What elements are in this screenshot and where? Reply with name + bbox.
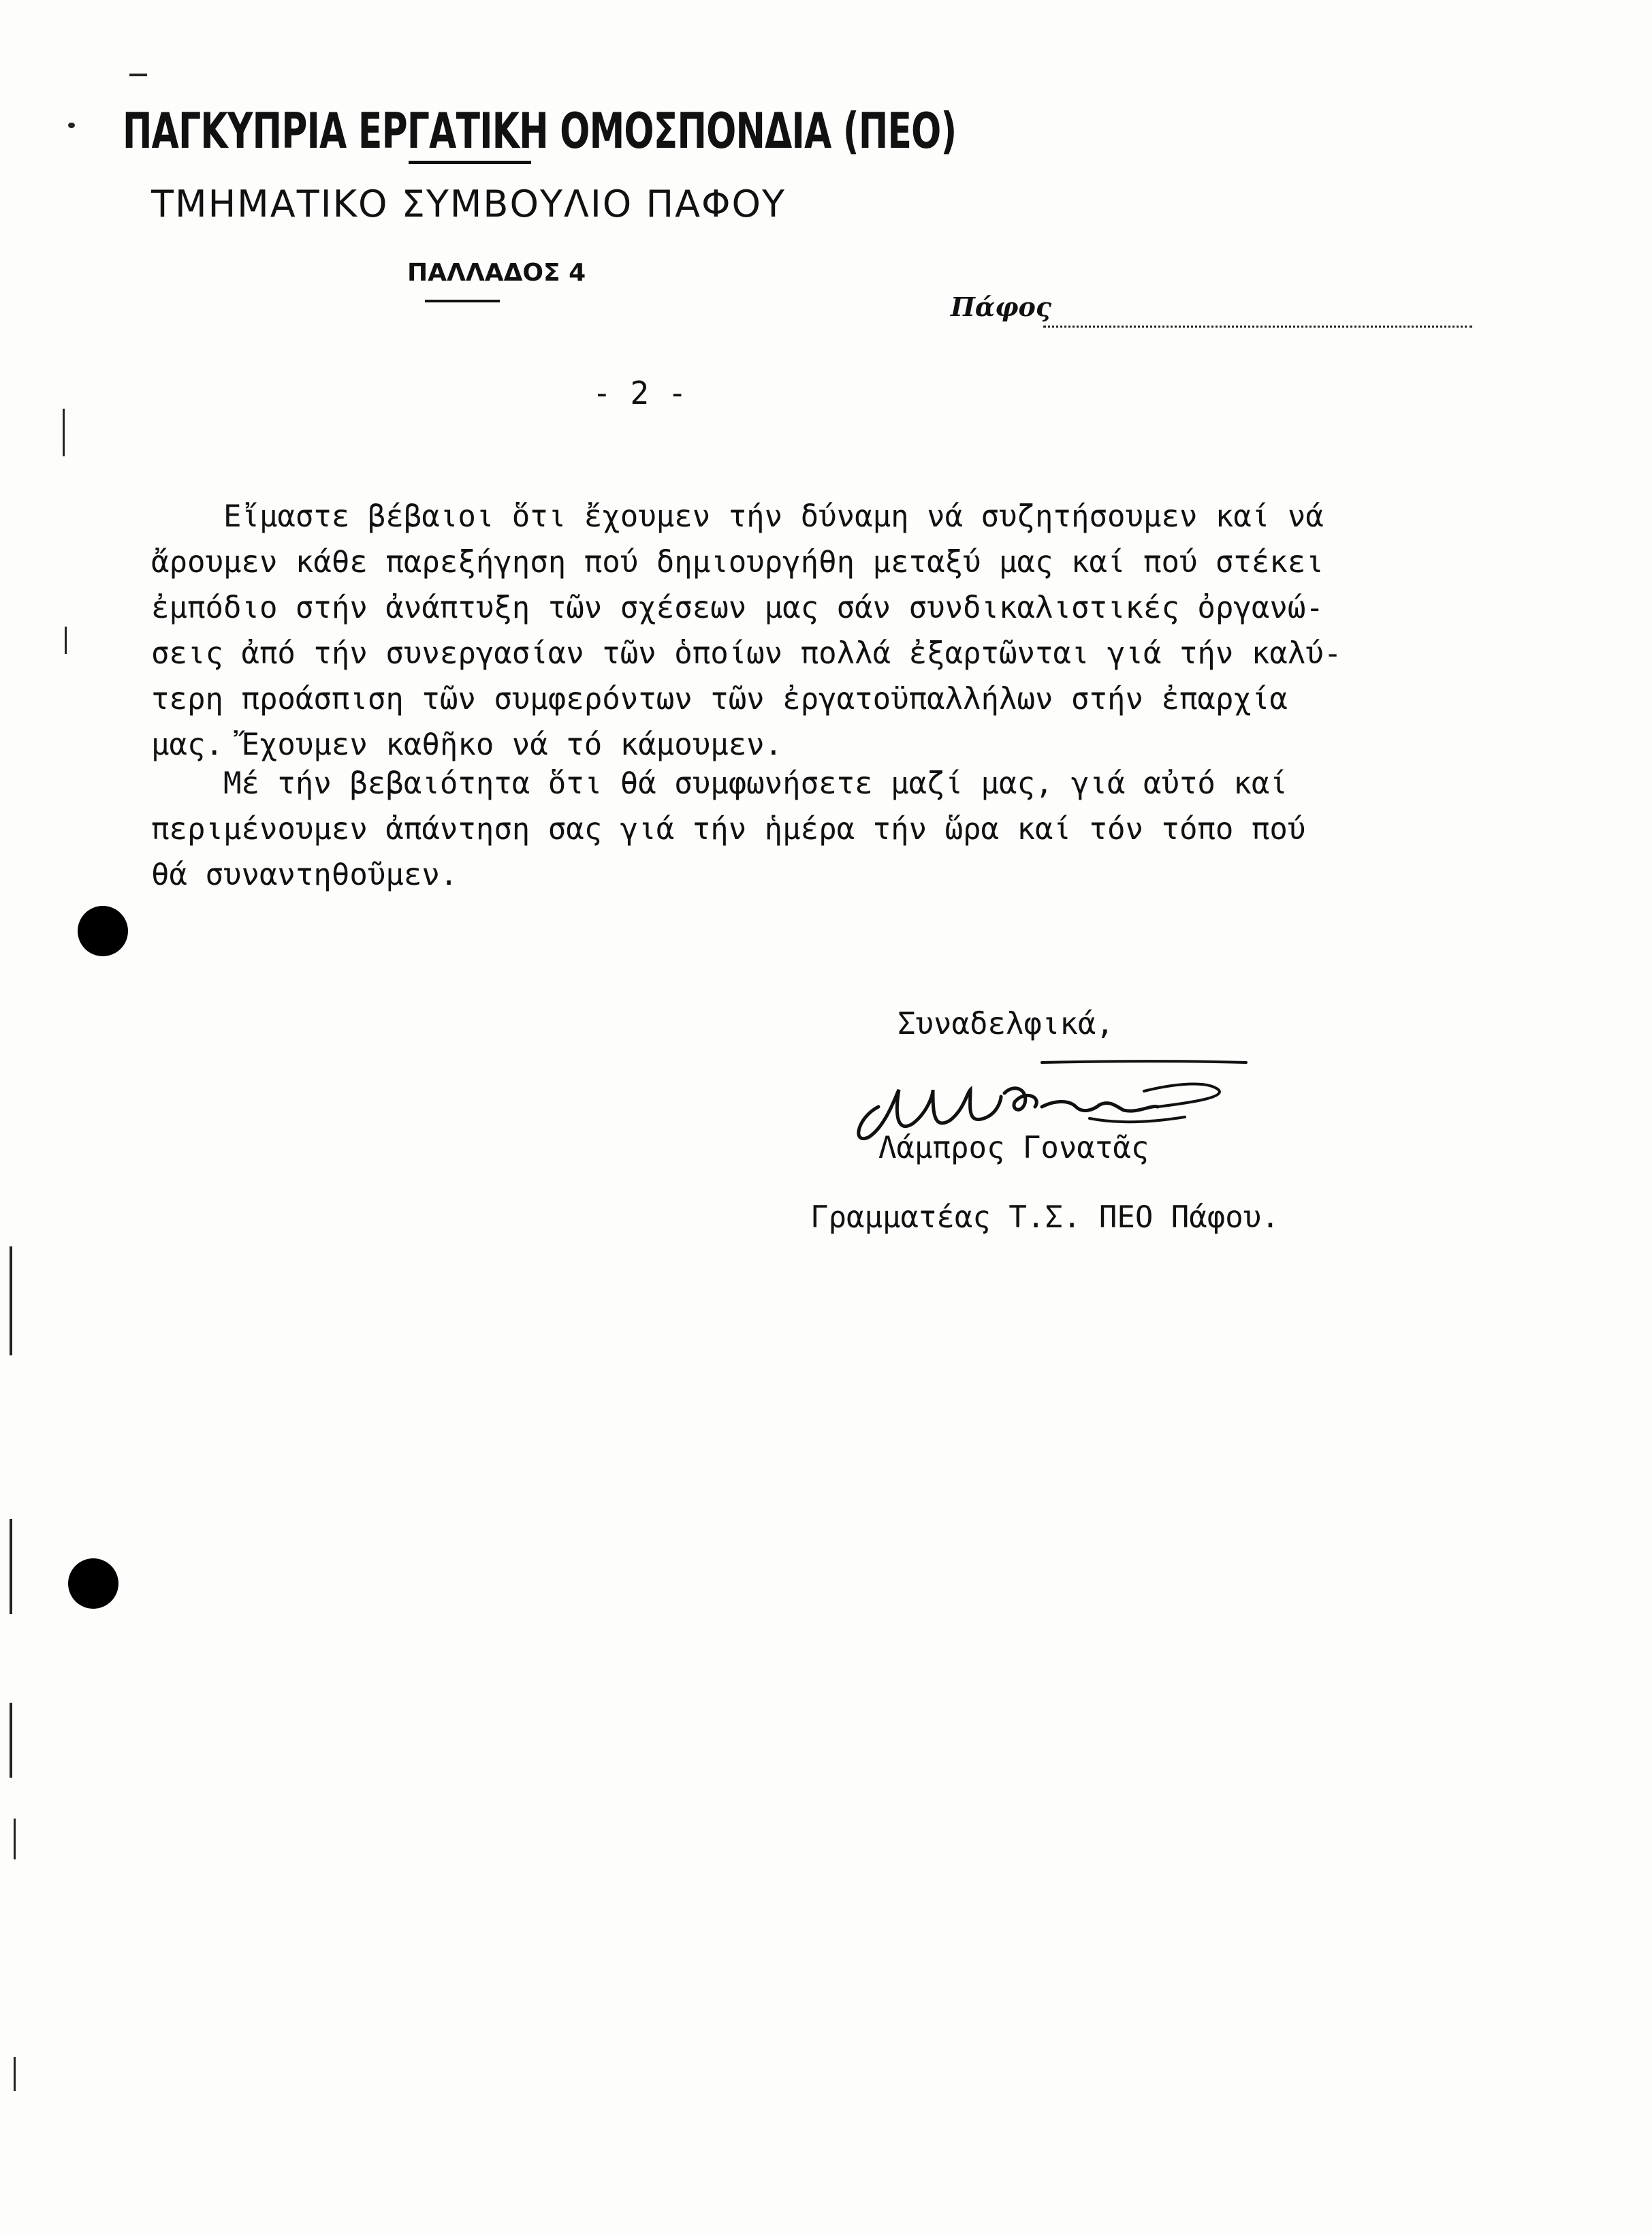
place-label: Πάφος: [951, 292, 1052, 322]
paragraph-1: [151, 494, 1547, 768]
body-line: ἐμπόδιο στήν ἀνάπτυξη τῶν σχέσεων μας σάν συνδικαλιστικές ὀργανώ-: [151, 591, 1324, 625]
address-rule: [425, 300, 500, 302]
scan-mark: [10, 1519, 12, 1614]
body-line: μας. Ἔχουμεν καθῆκο νά τό κάμουμεν.: [151, 727, 783, 762]
body-line: θά συναντηθοῦμεν.: [151, 858, 458, 892]
body-line: Εἴμαστε βέβαιοι ὅτι ἔχουμεν τήν δύναμη νά συζητήσουμεν καί νά: [151, 499, 1324, 534]
scan-mark: [63, 409, 65, 456]
punch-hole: [68, 1558, 118, 1609]
scan-mark: [129, 74, 147, 76]
body-line: περιμένουμεν ἀπάντηση σας γιά τήν ἡμέρα τήν ὥρα καί τόν τόπο πού: [151, 812, 1306, 847]
scan-mark: [14, 1819, 16, 1859]
scan-mark: [14, 2057, 16, 2091]
place-date-line: [1043, 326, 1472, 328]
page-number: - 2 -: [592, 375, 687, 411]
body-line: σεις ἀπό τήν συνεργασίαν τῶν ὁποίων πολλά ἐξαρτῶνται γιά τήν καλύ-: [151, 636, 1342, 671]
council-name: ΤΜΗΜΑΤΙΚΟ ΣΥΜΒΟΥΛΙΟ ΠΑΦΟΥ: [151, 183, 787, 225]
scan-mark: [10, 1246, 12, 1355]
address: ΠΑΛΛΑΔΟΣ 4: [407, 259, 586, 287]
scan-mark: [68, 123, 75, 128]
body-line: τερη προάσπιση τῶν συμφερόντων τῶν ἐργατοϋπαλλήλων στήν ἐπαρχία: [151, 682, 1288, 717]
body-line: Μέ τήν βεβαιότητα ὅτι θά συμφωνήσετε μαζί μας, γιά αὐτό καί: [151, 766, 1288, 801]
salutation: Συναδελφικά,: [898, 1007, 1114, 1041]
paragraph-2: [151, 761, 1547, 898]
handwritten-signature: [831, 1042, 1253, 1144]
scan-mark: [10, 1703, 12, 1778]
punch-hole: [78, 906, 128, 956]
scan-mark: [65, 627, 67, 654]
organization-name: ΠΑΓΚΥΠΡΙΑ ΕΡΓΑΤΙΚΗ ΟΜΟΣΠΟΝΔΙΑ (ΠΕΟ): [123, 102, 957, 159]
body-line: ἄρουμεν κάθε παρεξήγηση πού δημιουργήθη μεταξύ μας καί πού στέκει: [151, 545, 1324, 580]
letterhead-rule: [409, 161, 531, 164]
signer-name: Λάμπρος Γονατᾶς: [878, 1131, 1149, 1165]
signer-title: Γραμματέας Τ.Σ. ΠΕΟ Πάφου.: [810, 1200, 1280, 1235]
